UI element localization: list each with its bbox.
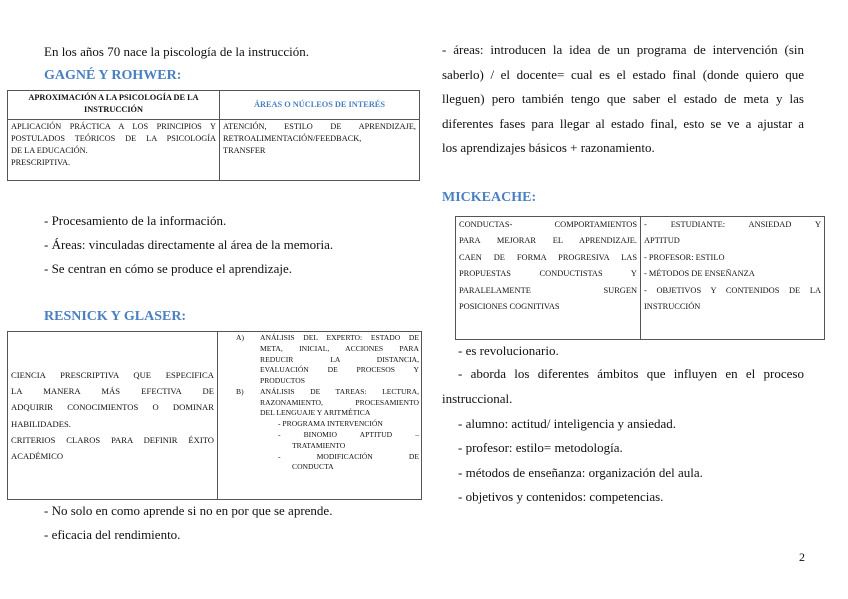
table2-col1-line: CIENCIA PRESCRIPTIVA QUE ESPECIFICA (11, 369, 214, 380)
para-line: los aprendizajes básicos + razonamiento. (442, 140, 655, 156)
table2-col1-line: ADQUIRIR CONOCIMIENTOS O DOMINAR (11, 402, 214, 413)
table3-col2-line: - MÉTODOS DE ENSEÑANZA (644, 269, 755, 279)
table2-col1-line: ACADÉMICO (11, 451, 64, 462)
scope-line: - aborda los diferentes ámbitos que influyen en el proceso (458, 366, 804, 381)
intro-text: En los años 70 nace la piscología de la instrucción. (44, 44, 309, 59)
table3-col1-line: PARA MEJORAR EL APRENDIZAJE. (459, 236, 637, 246)
table3-col2-line: APTITUD (644, 236, 680, 246)
gagne-heading: GAGNÉ Y ROHWER: (44, 68, 182, 83)
page-number: 2 (799, 550, 805, 564)
resnick-table (7, 331, 422, 500)
table1-col1-line: DE LA EDUCACIÓN. (11, 146, 88, 156)
bullet-teacher: - profesor: estilo= metodología. (458, 440, 623, 455)
table1-col1 (8, 120, 220, 181)
sub-line: - BINOMIO APTITUD – (278, 430, 419, 440)
para-line: - áreas: introducen la idea de un programa de intervención (sin (442, 42, 804, 57)
a-line: META, INICIAL, ACCIONES PARA (260, 343, 419, 353)
bullet-why: - No solo en como aprende si no en por que se aprende. (44, 503, 333, 518)
table2-col1-line: LA MANERA MÁS EFECTIVA DE (11, 385, 214, 396)
bullet-revolutionary: - es revolucionario. (458, 343, 559, 358)
scope-line: instruccional. (442, 390, 513, 406)
table2-col1-line: HABILIDADES. (11, 418, 71, 429)
table3-col2-line: - PROFESOR: ESTILO (644, 252, 725, 262)
table1-col2-line: TRANSFER (223, 146, 266, 156)
a-line: PRODUCTOS (260, 376, 306, 386)
sub-line: CONDUCTA (292, 462, 334, 472)
b-line: ANÁLISIS DE TAREAS: LECTURA, (260, 386, 419, 396)
table1-col2 (220, 120, 420, 181)
table1-header-1: APROXIMACIÓN A LA PSICOLOGÍA DE LA INSTRUCCIÓN (8, 91, 220, 120)
table3-col1-line: CONDUCTAS- COMPORTAMIENTOS (459, 220, 637, 229)
bullet-student: - alumno: actitud/ inteligencia y ansiedad. (458, 416, 677, 431)
table1-header-2: ÁREAS O NÚCLEOS DE INTERÉS (220, 91, 420, 120)
table2-col1 (8, 332, 218, 500)
areas-paragraph (442, 38, 804, 161)
para-line: saberlo) / el docente= cual es el estado final (donde quiero que (442, 66, 804, 82)
table3-col2-line: INSTRUCCIÓN (644, 301, 701, 311)
bullet-areas: - Áreas: vinculadas directamente al área de la memoria. (44, 237, 334, 252)
mickeache-heading: MICKEACHE: (442, 190, 537, 205)
table1-col1-line: APLICACIÓN PRÁCTICA A LOS PRINCIPIOS Y (11, 122, 216, 131)
a-line: EVALUACIÓN DE PROCESOS Y (260, 365, 419, 375)
a-marker: A) (236, 333, 245, 342)
sub-line: TRATAMIENTO (292, 440, 346, 450)
table3-col1-line: PROPUESTAS CONDUCTISTAS Y (459, 269, 637, 279)
a-line: REDUCIR LA DISTANCIA, (260, 354, 419, 364)
b-line: DEL LENGUAJE Y ARITMÉTICA (260, 408, 371, 418)
bullet-efficacy: - eficacia del rendimiento. (44, 527, 181, 542)
resnick-heading: RESNICK Y GLASER: (44, 309, 187, 324)
bullet-processing: - Procesamiento de la información. (44, 213, 227, 228)
sub-line: - MODIFICACIÓN DE (278, 451, 419, 461)
table2-col1-line: CRITERIOS CLAROS PARA DEFINIR ÉXITO (11, 434, 214, 445)
table1-col1-line: POSTULADOS TEÓRICOS DE LA PSICOLOGÍA (11, 134, 216, 144)
table2-col2 (218, 332, 422, 500)
mickeache-table (455, 216, 825, 340)
b-line: RAZONAMIENTO, PROCESAMIENTO (260, 397, 419, 407)
gagne-table (7, 90, 420, 181)
table1-col1-line: PRESCRIPTIVA. (11, 158, 71, 168)
table3-col2-line: - ESTUDIANTE: ANSIEDAD Y (644, 220, 821, 229)
bullet-methods: - métodos de enseñanza: organización del aula. (458, 465, 703, 480)
sub-line: - PROGRAMA INTERVENCIÓN (278, 419, 383, 429)
para-line: lleguen) pero también tengo que saber el estado de meta y las (442, 91, 804, 107)
table1-col2-line: RETROALIMENTACIÓN/FEEDBACK, (223, 134, 362, 144)
table3-col1-line: PARALELAMENTE SURGEN (459, 285, 637, 295)
table3-col1-line: POSICIONES COGNITIVAS (459, 301, 560, 311)
bullet-learning: - Se centran en cómo se produce el aprendizaje. (44, 261, 292, 276)
table3-col2 (641, 217, 825, 340)
table1-col2-line: ATENCIÓN, ESTILO DE APRENDIZAJE, (223, 122, 416, 131)
b-marker: B) (236, 386, 244, 396)
a-line: ANÁLISIS DEL EXPERTO: ESTADO DE (260, 333, 419, 342)
para-line: diferentes fases para llegar al estado final, esto se ve a ajustar a (442, 115, 804, 131)
bullet-objectives: - objetivos y contenidos: competencias. (458, 489, 664, 504)
table3-col2-line: - OBJETIVOS Y CONTENIDOS DE LA (644, 285, 821, 295)
bullet-scope (442, 362, 804, 411)
table3-col1-line: CAEN DE FORMA PROGRESIVA LAS (459, 252, 637, 262)
table3-col1 (456, 217, 641, 340)
